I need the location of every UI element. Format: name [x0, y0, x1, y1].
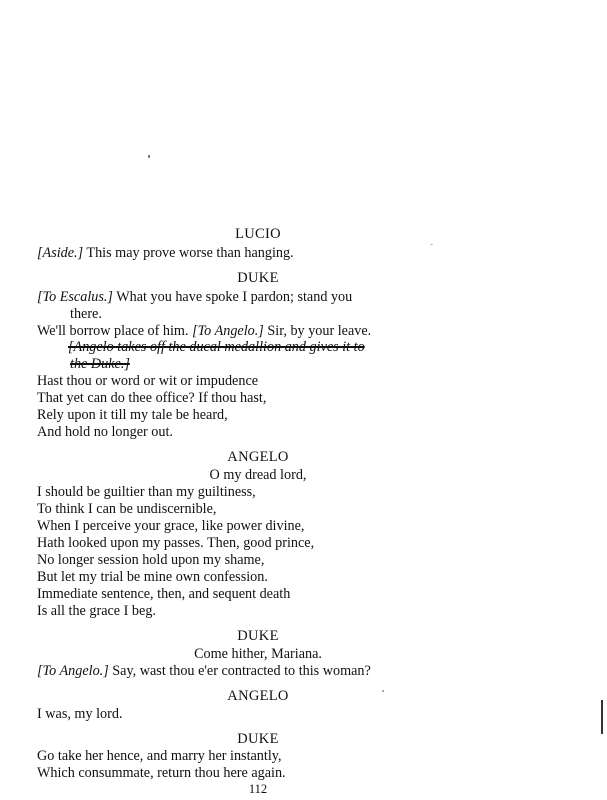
struck-stage-direction: the Duke.]	[70, 356, 130, 372]
speaker-angelo: ANGELO	[227, 449, 289, 465]
dialogue-text: What you have spoke I pardon; stand you	[112, 289, 353, 305]
stage-direction: [To Escalus.]	[37, 289, 113, 305]
scan-speck	[382, 690, 384, 692]
dialogue-line	[37, 289, 352, 306]
dialogue-line: Go take her hence, and marry her instantly,	[37, 748, 282, 764]
dialogue-line: I should be guiltier than my guiltiness,	[37, 484, 256, 500]
dialogue-line: Hath looked upon my passes. Then, good prince,	[37, 535, 315, 551]
dialogue-line	[37, 663, 371, 680]
dialogue-text: This may prove worse than hanging.	[83, 245, 294, 261]
page-number: 112	[248, 782, 268, 796]
stage-direction: [To Angelo.]	[192, 323, 264, 339]
dialogue-text: We'll borrow place of him.	[37, 323, 193, 339]
scan-speck	[148, 155, 150, 158]
stage-direction: [To Angelo.]	[37, 663, 109, 679]
dialogue-line: That yet can do thee office? If thou hast,	[37, 390, 267, 406]
speaker-angelo: ANGELO	[227, 688, 289, 704]
dialogue-line: Immediate sentence, then, and sequent death	[37, 586, 291, 602]
dialogue-line: Is all the grace I beg.	[37, 603, 156, 619]
scan-edge-mark	[601, 700, 603, 734]
speaker-duke: DUKE	[237, 628, 279, 644]
dialogue-line	[37, 323, 371, 340]
dialogue-line: there.	[70, 306, 102, 322]
dialogue-line: Hast thou or word or wit or impudence	[37, 373, 259, 389]
dialogue-line: Rely upon it till my tale be heard,	[37, 407, 228, 423]
dialogue-line: O my dread lord,	[209, 467, 307, 483]
struck-stage-direction: [Angelo takes off the ducal medallion and gives it to	[68, 339, 365, 355]
speaker-lucio: LUCIO	[235, 226, 281, 242]
dialogue-line: But let my trial be mine own confession.	[37, 569, 268, 585]
stage-direction: [Aside.]	[37, 245, 84, 261]
speaker-duke: DUKE	[237, 731, 279, 747]
dialogue-line: Come hither, Mariana.	[194, 646, 322, 662]
dialogue-line	[37, 245, 294, 262]
dialogue-line: When I perceive your grace, like power divine,	[37, 518, 305, 534]
dialogue-line: And hold no longer out.	[37, 424, 173, 440]
dialogue-line: Which consummate, return thou here again.	[37, 765, 286, 781]
dialogue-line: I was, my lord.	[37, 706, 123, 722]
dialogue-line: To think I can be undiscernible,	[37, 501, 217, 517]
dialogue-text: Say, wast thou e'er contracted to this woman?	[108, 663, 371, 679]
dialogue-text: Sir, by your leave.	[263, 323, 372, 339]
speaker-duke: DUKE	[237, 270, 279, 286]
scan-speck	[430, 244, 433, 245]
dialogue-line: No longer session hold upon my shame,	[37, 552, 265, 568]
